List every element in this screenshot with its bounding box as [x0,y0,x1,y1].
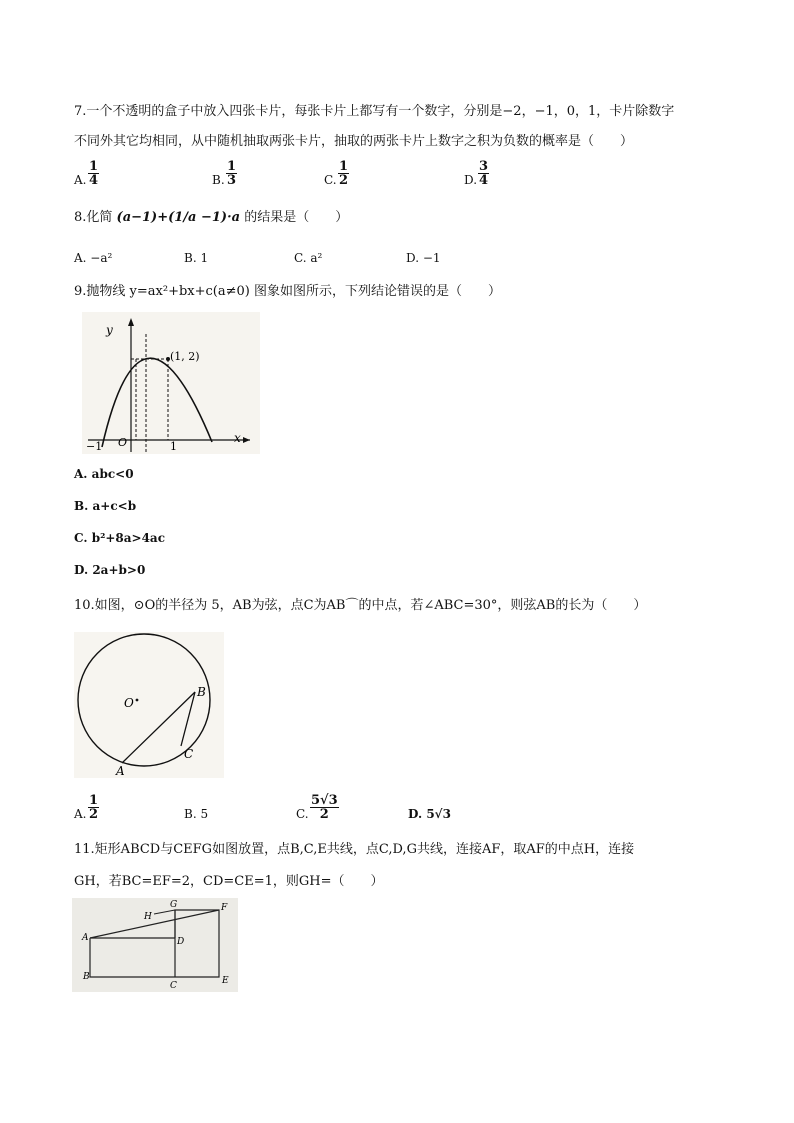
q8-option-a: A. −a² [74,251,113,265]
q9-option-c: C. b²+8a>4ac [74,531,166,545]
q10-center-point [136,699,139,702]
q10-label-a: A [116,764,125,778]
q7-option-d-label: D. [464,173,478,187]
q9-point-label: (1, 2) [170,350,200,363]
q7-option-d-fraction: $\frac{3}{4}$ [479,159,489,188]
q10-option-a-fraction: $\frac{1}{2}$ [89,793,99,822]
q7-option-c-label: C. [324,173,337,187]
q10-option-a-label: A. [74,807,87,821]
q7-option-b-fraction: $\frac{1}{3}$ [227,159,237,188]
q7-stem-line2: 不同外其它均相同，从中随机抽取两张卡片，抽取的两张卡片上数字之积为负数的概率是（ ） [74,134,634,149]
q7-option-a-fraction: $\frac{1}{4}$ [89,159,99,188]
q8-option-c: C. a² [294,251,323,265]
q9-y-label: y [106,323,113,337]
q11-figure-background [72,898,238,992]
q9-parabola-figure [82,312,260,454]
q8-option-d: D. −1 [406,251,441,265]
q11-label-g: G [170,900,178,910]
q8-stem [74,210,348,226]
q8-option-b: B. 1 [184,251,209,265]
q11-label-f: F [221,903,228,913]
q11-label-c: C [170,981,177,991]
q10-label-c: C [184,747,194,761]
q7-stem-line1: 7.一个不透明的盒子中放入四张卡片，每张卡片上都写有一个数字，分别是−2，−1，0，1，卡片除数字 [74,104,675,119]
q11-label-h: H [144,912,152,922]
q11-label-e: E [222,976,229,986]
q11-label-a: A [82,933,89,943]
q10-label-o: O [124,696,134,710]
q11-label-d: D [177,937,185,947]
q10-option-c-fraction: $\frac{5√3}{2}$ [311,793,338,822]
q10-option-b: B. 5 [184,807,209,821]
q11-stem-line2: GH，若BC=EF=2，CD=CE=1，则GH=（ ） [74,874,384,889]
q9-option-d: D. 2a+b>0 [74,563,146,577]
q9-origin-label: O [118,436,128,449]
q9-option-a: A. abc<0 [74,467,134,481]
q10-stem: 10.如图，⊙O的半径为 5，AB为弦，点C为AB⌒的中点，若∠ABC=30°，则弦AB的长为（ ） [74,598,647,613]
q11-label-b: B [83,972,90,982]
q10-option-c-label: C. [296,807,309,821]
q9-option-b: B. a+c<b [74,499,137,513]
q9-neg-one-label: −1 [86,440,103,453]
q9-stem: 9.抛物线 y=ax²+bx+c(a≠0) 图象如图所示，下列结论错误的是（ ） [74,284,501,299]
q9-one-label: 1 [170,440,177,453]
q10-option-d: D. 5√3 [408,807,451,821]
q7-option-a-label: A. [74,173,87,187]
q10-circle-figure [74,632,224,778]
q11-rectangles-figure [72,898,238,992]
q11-stem-line1: 11.矩形ABCD与CEFG如图放置，点B,C,E共线，点C,D,G共线，连接AF，取AF的中点H，连接 [74,842,635,857]
q8-suffix: 的结果是（ ） [244,210,349,225]
q8-expression: (a−1)+(1/a −1)·a [116,210,241,225]
q7-option-b-label: B. [212,173,225,187]
q10-label-b: B [197,685,206,699]
q7-option-c-fraction: $\frac{1}{2}$ [339,159,349,188]
q9-x-label: x [234,431,241,445]
q8-prefix: 8.化简 [74,210,113,225]
